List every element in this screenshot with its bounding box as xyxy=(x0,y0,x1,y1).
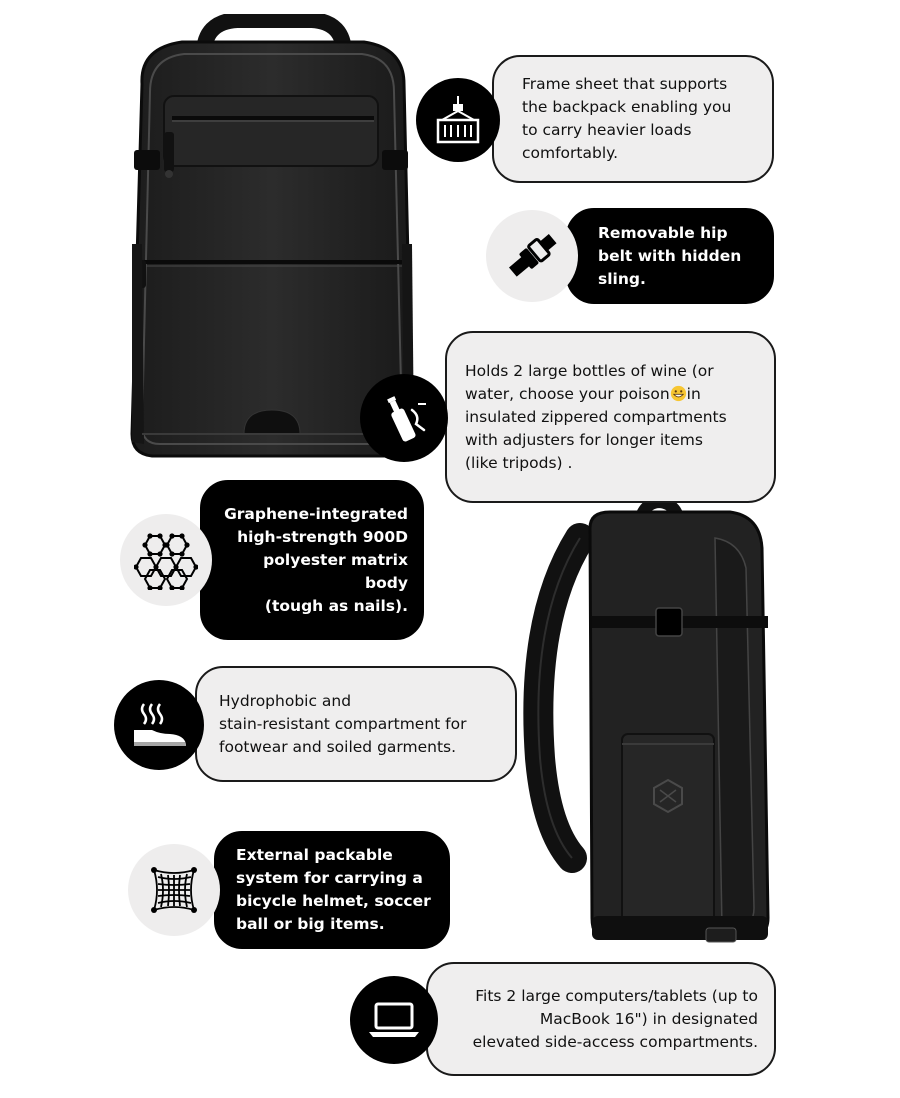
feature-wine-text-part1: Holds 2 large bottles of wine (or water, choose your poison xyxy=(465,361,714,403)
feature-graphene-body-bubble xyxy=(200,480,424,640)
laptop-icon xyxy=(350,976,438,1064)
feature-wine-bottles-bubble xyxy=(445,331,776,503)
cargo-container-hook-icon xyxy=(416,78,500,162)
cargo-net-icon xyxy=(128,844,220,936)
wine-bottle-pour-icon xyxy=(360,374,448,462)
feature-hip-belt-text: Removable hip belt with hidden sling. xyxy=(598,223,742,288)
seatbelt-buckle-icon xyxy=(486,210,578,302)
feature-hip-belt-bubble xyxy=(566,208,774,304)
feature-laptop-fit-bubble xyxy=(426,962,776,1076)
feature-frame-sheet-bubble xyxy=(492,55,774,183)
feature-external-packable-text: External packable system for carrying a bicycle helmet, soccer ball or big items. xyxy=(236,846,431,933)
feature-graphene-body-text: Graphene-integrated high-strength 900D polyester matrix body (tough as nails). xyxy=(224,504,408,615)
steaming-shoe-icon xyxy=(114,680,204,770)
backpack-side-image xyxy=(510,498,780,953)
feature-external-packable-bubble xyxy=(214,831,450,949)
feature-shoe-compartment-text: Hydrophobic and stain-resistant compartment for footwear and soiled garments. xyxy=(219,691,467,756)
feature-wine-bottles-text xyxy=(465,360,760,475)
feature-shoe-compartment-bubble xyxy=(195,666,517,782)
feature-laptop-fit-text: Fits 2 large computers/tablets (up to MacBook 16") in designated elevated side-access compartments. xyxy=(472,986,758,1051)
graphene-lattice-icon xyxy=(120,514,212,606)
feature-wine-text-part2: in insulated zippered compartments with adjusters for longer items (like tripods) . xyxy=(465,384,727,472)
feature-frame-sheet-text: Frame sheet that supports the backpack enabling you to carry heavier loads comfortably. xyxy=(522,75,732,162)
grinning-face-emoji xyxy=(670,385,687,402)
